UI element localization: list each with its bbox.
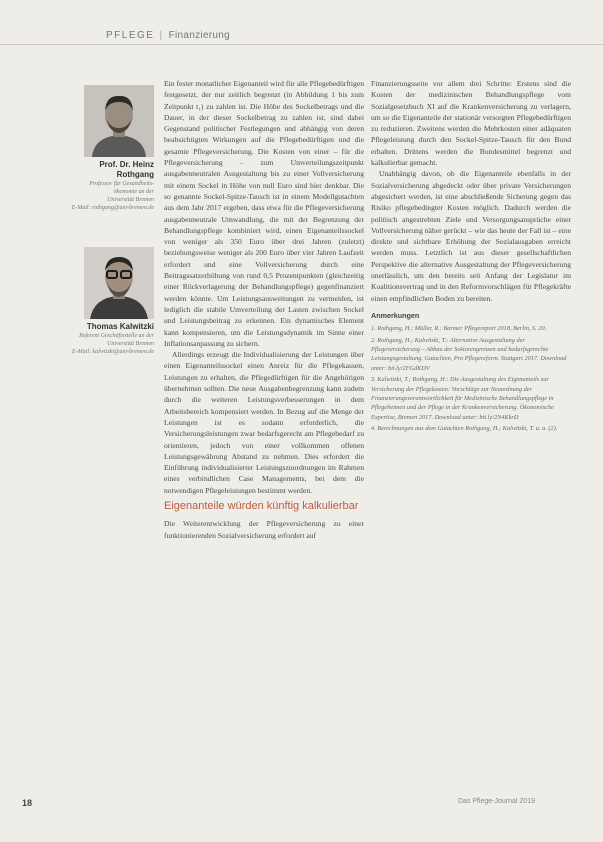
reference-note: 1. Rothgang, H.; Müller, R.: Barmer Pflegereport 2018, Berlin, S. 20.	[371, 325, 547, 333]
body-paragraph: Ein fester monatlicher Eigenanteil wird für alle Pflegebedürftigen festgesetzt, der nur zeitlich begrenzt (in Abbildung 1 bis zum Zeitpunkt t₁) zu zahlen ist. Die Höhe des Sockelbetrags und die Dauer, in der dieser Sockelbetrag zu zahlen ist, sind dabei Gegenstand politischer Festlegungen und abhängig von deren beabsichtigten Wirkungen auf die Pflegebedürftigen und die gesamte Pflegeversicherung. Die Kosten von einer – für die Pflegeversicherung – zum Umverteilungszeitpunkt ausgabenneutralen Ausgestaltung bis zu einer Vollversicherung mit einem Sockel in Höhe von null Euro sind hier denkbar. Die so genannte Sockel-Spitze-Tausch ist in einem Modellgutachten aus dem Jahr 2017 ergeben, dass etwa für die Pflegeversicherung ausgabenneutrale Umwandlung, die mit der Begrenzung der Behandlungspflege kombiniert wird, einen Eigenanteilssockel von weniger als 350 Euro über drei Jahren (zuletzt) beziehungsweise weniger als 200 Euro über vier Jahren Laufzeit erfordert und eine Vollversicherung durch eine Beitragssatzerhöhung von rund 0,5 Prozentpunkten (gleichzeitig einer Rückverlagerung der Behandlungspflege) gegenfinanziert werden könnte. Um Leistungsausweitungen zu vermeiden, ist lediglich die stabile Umverteilung der Lasten zwischen Sockel und Leistungsbeitrag zu erkennen. Ein dynamisches Element kann kompensieren, um die Leistungsdynamik im Sinne einer Inflationsanpassung zu sichern.	[164, 79, 364, 348]
author-bio-line: ökonomie an der	[113, 189, 154, 195]
article-column-1	[164, 78, 364, 541]
reference-note: 2. Rothgang, H.; Kalwitzki, T.: Alternative Ausgestaltung der Pflegeversicherung – Abbau der Sektorengrenzen und bedarfsgerechte Leistungsgestaltung. Gutachten, Pro Pflegereform. Stuttgart 2017. Download unter: bit.ly/2FGdKDV	[371, 336, 567, 372]
author-name: Prof. Dr. Heinz	[99, 160, 154, 169]
author-bio-line: Professor für Gesundheits-	[89, 181, 154, 187]
author-name: Thomas Kalwitzki	[86, 322, 154, 331]
author-email: E-Mail: rothgang@uni-bremen.de	[71, 205, 154, 211]
section-subheading: Eigenanteile würden künftig kalkulierbar	[164, 499, 359, 512]
author-block-rothgang	[58, 160, 154, 212]
notes-heading: Anmerkungen	[371, 310, 420, 320]
subsection-label: Finanzierung	[168, 30, 230, 41]
body-paragraph: Allerdings erzeugt die Individualisierung der Leistungen über einen Eigenanteilssockel einen Anreiz für die Pflegekassen, Leistungen zu erhalten, die Pflegedürftigen für die Angehörigen übernehmen sollten. Die neue Ausgabenbegrenzung kann zudem durch die weiteren Leistungsverbesserungen in dem Arbeitsbereich kompensiert werden. In Bezug auf die Menge der Leistungen ist es sodann erforderlich, die Versicherungsleistungen zwar bedarfsgerecht am Pflegebedarf zu orientieren, jedoch von einer vollkommen offenen Leistungsgewährung Abstand zu nehmen. Dies erfordert die Einführung individualisierter Leistungszuordnungen im Rahmen eines verbindlichen Case Managements, bei dem die notwendigen Pflegeleistungen bestimmt werden.	[164, 350, 364, 495]
author-email: E-Mail: kalwitzki@uni-bremen.de	[72, 349, 154, 355]
author-photo-kalwitzki	[84, 247, 154, 319]
body-paragraph: Unabhängig davon, ob die Eigenanteile ebenfalls in der Sozialversicherung abgedeckt oder über private Versicherungen abgesichert werden, ist eine abschließende Sicherung gegen das Risiko pflegebedingter Kosten möglich. Dadurch werden die politisch angestrebten Ziele und Versorgungsansprüche einer Vollversicherung näher gerückt – wie das heute der Fall ist – eine direkte und sichtbare Erhöhung der Sozialausgaben erreicht werden muss. Letztlich ist aus dieser gesellschaftlichen Perspektive die alternative Ausgestaltung der Pflegeversicherung unerlässlich, um den bereits seit Anfang der Legislatur im Koalitionsvertrag und in den Reformvorschlägen für Pflegekräfte einen empfindlichen Boden zu bereiten.	[371, 169, 571, 303]
body-paragraph: Finanzierungsseite vor allem drei Schritte: Erstens sind die Kosten der medizinischen Behandlungspflege vom Sozialgesetzbuch XI auf die Krankenversicherung zu verlagern, um so die Eigenanteile der stationär versorgten Pflegebedürftigen zu reduzieren. Zweitens werden die Mehrkosten einer adäquaten Pflegeleistung durch den Sockel-Spitze-Tausch für den Bund erhalten. Drittens werden die Bundesmittel begrenzt und kalkulierbar gemacht.	[371, 79, 571, 168]
author-photo-rothgang	[84, 85, 154, 157]
author-name-line2: Rothgang	[116, 170, 154, 179]
header-rule	[0, 44, 603, 45]
reference-note: 3. Kalwitzki, T.; Rothgang, H.: Die Ausgestaltung des Eigenanteils zur Versicherung der Pflegekosten: Vorschläge zur Neuordnung der Finanzierungsverantwortlichkeit für Medizinische Behandlungspflege in Pflegeheimen und der Pflege in der Krankenversicherung. Ökonomische Expertise, Bremen 2017. Download unter: bit.ly/2N4KkrD	[371, 376, 554, 421]
author-bio-line: Universität Bremen	[107, 197, 154, 203]
reference-note: 4. Berechnungen aus dem Gutachten Rothgang, H.; Kalwitzki, T. u. a. (2).	[371, 425, 558, 433]
author-bio-line: Universität Bremen	[107, 341, 154, 347]
page-number: 18	[22, 798, 33, 808]
header-separator: |	[159, 30, 164, 41]
body-paragraph: Die Weiterentwicklung der Pflegeversicherung zu einer funktionierenden Sozialversicherung erfordert auf	[164, 519, 364, 540]
author-bio-line: Referent Geschäftsstelle an der	[79, 333, 154, 339]
running-header	[106, 30, 230, 41]
footer-publication: Das Pflege-Journal 2019	[457, 798, 535, 805]
author-block-kalwitzki	[44, 322, 154, 356]
article-column-2	[371, 78, 571, 436]
section-label: PFLEGE	[106, 30, 155, 41]
